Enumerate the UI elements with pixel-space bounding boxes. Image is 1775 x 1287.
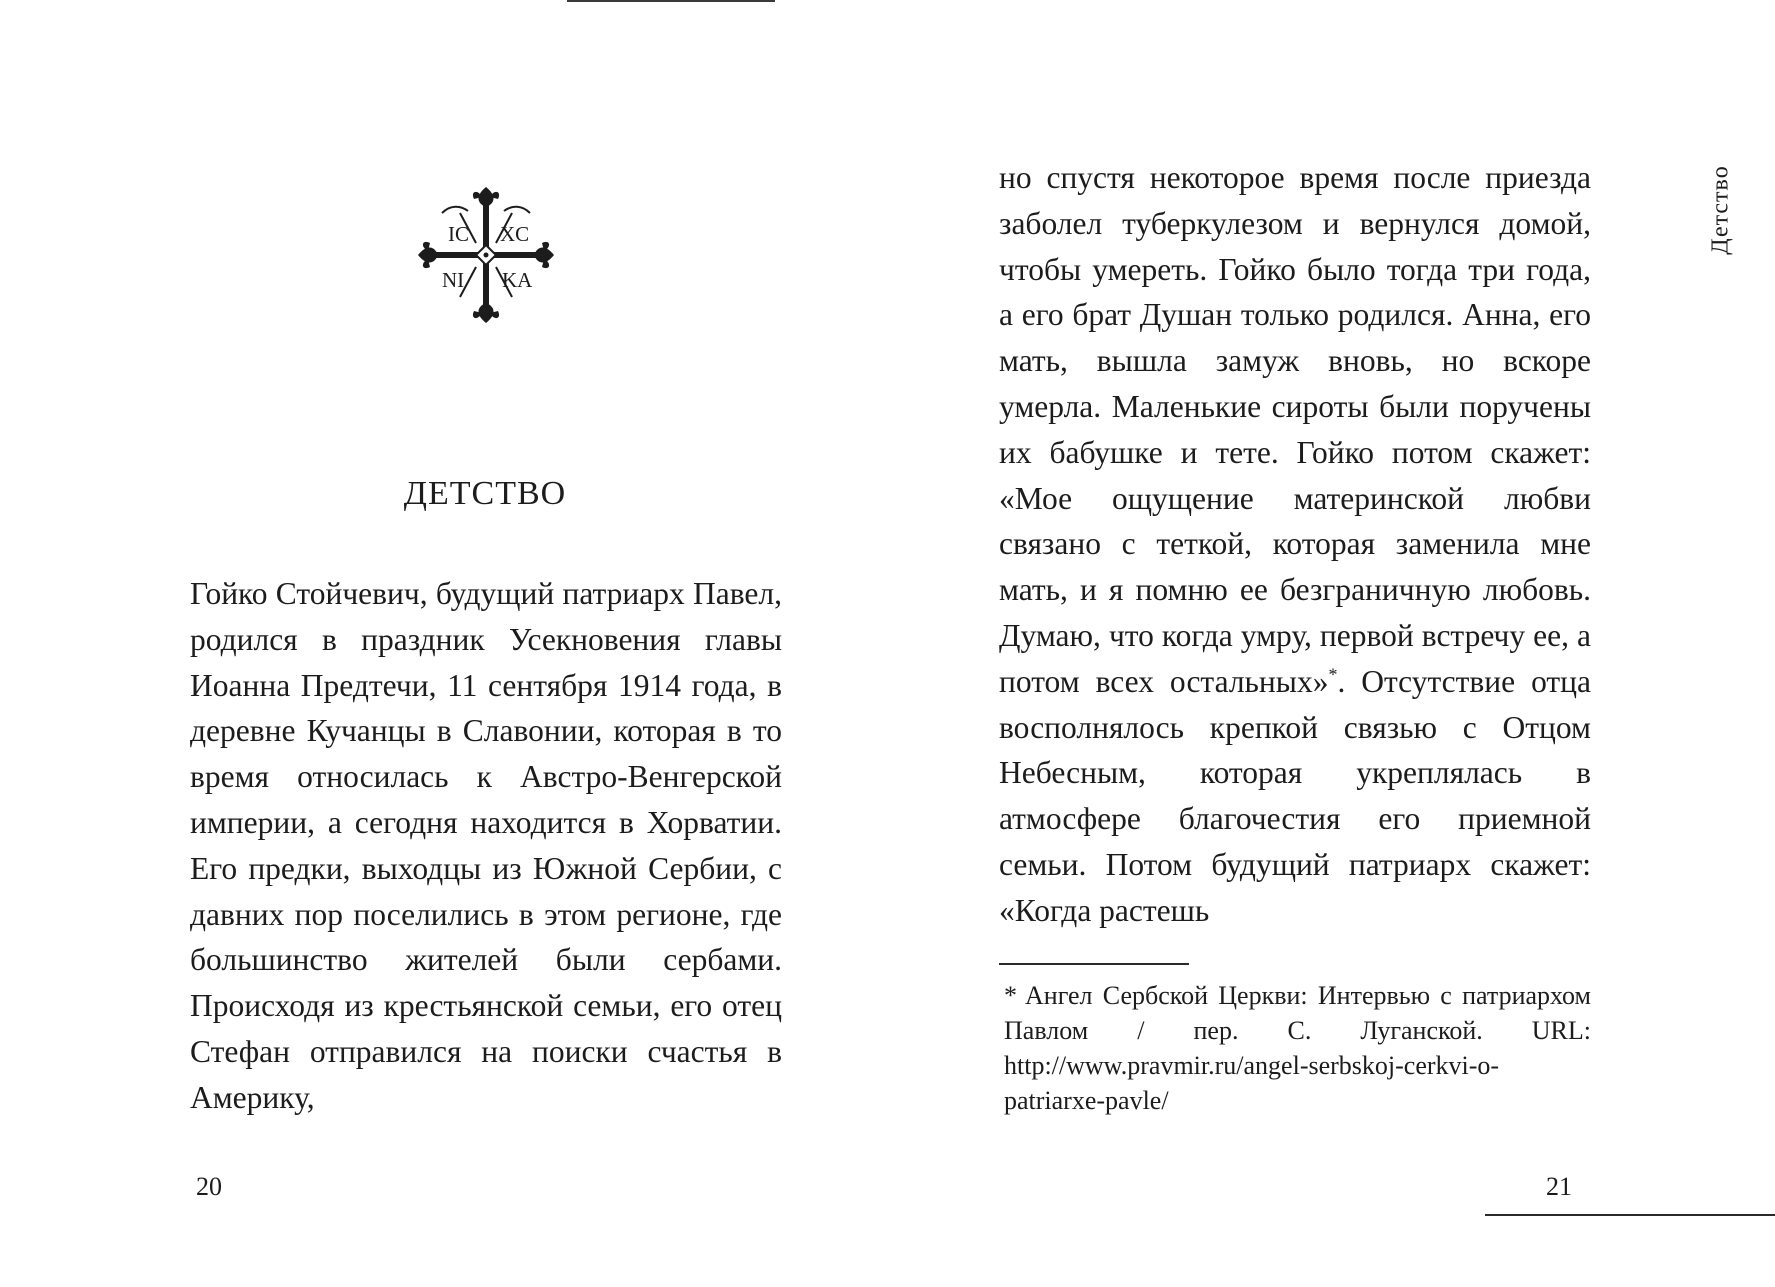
- footnote-text: Ангел Сербской Церкви: Интервью с патриархом Павлом / пер. С. Луганской. URL: http://www.pravmir.ru/angel-serbskoj-cerkvi-o-patriarxe-pavle/: [1004, 981, 1591, 1115]
- chapter-title: ДЕТСТВО: [403, 475, 567, 512]
- bottom-rule: [1485, 1214, 1775, 1216]
- footnote-separator: [999, 963, 1189, 965]
- footnote-mark: *: [1004, 981, 1017, 1010]
- body-text-before-note: но спустя некоторое время после приезда заболел туберкулезом и вернулся домой, чтобы умереть. Гойко было тогда три года, а его брат Душан только родился. Анна, его мать, вышла замуж вновь, но вскоре умерла. Маленькие сироты были поручены их бабушке и тете. Гойко потом скажет: «Мое ощущение материнской любви связано с теткой, которая заменила мне мать, и я помню ее безграничную любовь. Думаю, что когда умру, первой встречу ее, а потом всех остальных»: [999, 160, 1591, 699]
- emblem-letters-ka: KA: [502, 268, 533, 292]
- footnote: [1004, 978, 1591, 1118]
- footnote-reference: *: [1328, 664, 1338, 685]
- cross-ic-xc-nika-icon: [416, 185, 556, 325]
- right-page: [880, 0, 1775, 1287]
- emblem-letters-ni: NI: [442, 268, 465, 292]
- emblem-letters-ic: IC: [448, 222, 469, 246]
- emblem-letters-xc: XC: [500, 222, 530, 246]
- left-page-body: Гойко Стойчевич, будущий патриарх Павел, родился в праздник Усекновения главы Иоанна Предтечи, 11 сентября 1914 года, в деревне Кучанцы в Славонии, которая в то время относилась к Австро-Венгерской империи, а сегодня находится в Хорватии. Его предки, выходцы из Южной Сербии, с давних пор поселились в этом регионе, где большинство жителей были сербами. Происходя из крестьянской семьи, его отец Стефан отправился на поиски счастья в Америку,: [190, 576, 782, 1115]
- right-page-body: [999, 155, 1591, 934]
- body-text-after-note: . Отсутствие отца восполнялось крепкой связью с Отцом Небесным, которая укреплялась в атмосфере благочестия его приемной семьи. Потом будущий патриарх скажет: «Когда растешь: [999, 663, 1592, 928]
- page-number-left: 20: [196, 1172, 222, 1201]
- left-page: [0, 0, 880, 1287]
- page-number-right: 21: [1546, 1172, 1572, 1201]
- running-head-label: Детство: [1707, 165, 1734, 255]
- running-head: [1700, 145, 1742, 275]
